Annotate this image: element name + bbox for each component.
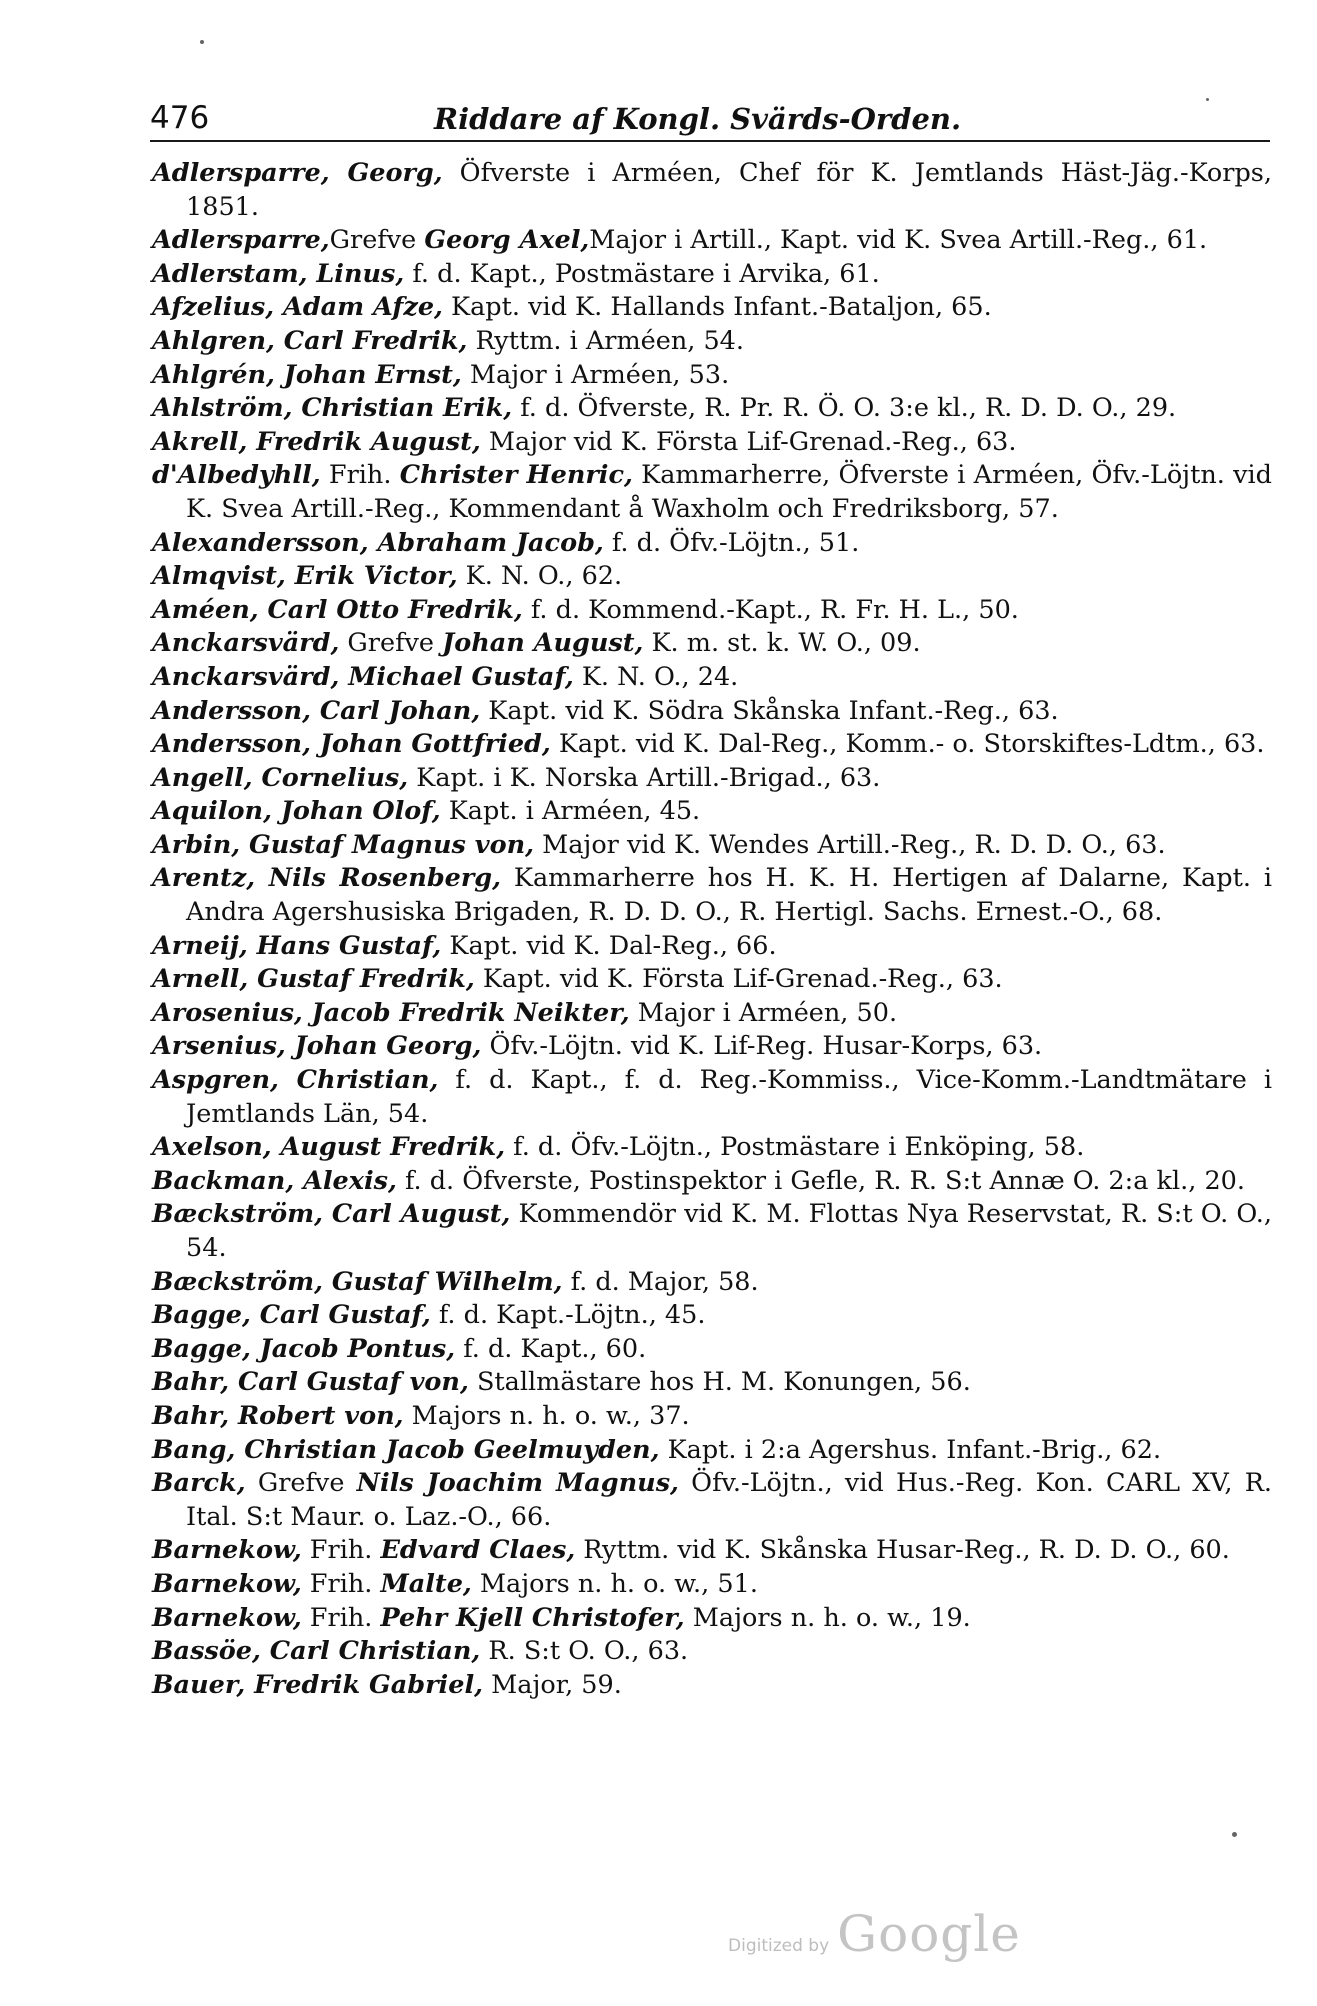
entry-description: Major i Arméen, 50. — [629, 997, 898, 1028]
entry-description: f. d. Öfv.-Löjtn., Postmästare i Enköping, 58. — [505, 1132, 1085, 1163]
entry-description: R. S:t O. O., 63. — [480, 1636, 689, 1667]
index-entry — [152, 829, 1272, 863]
index-entry — [152, 1165, 1272, 1199]
index-entry — [152, 258, 1272, 292]
entry-name: Bahr, Robert von, — [152, 1400, 404, 1431]
index-entry — [152, 157, 1272, 224]
entry-description: f. d. Major, 58. — [562, 1266, 759, 1297]
index-entry — [152, 325, 1272, 359]
index-entry — [152, 1568, 1272, 1602]
entry-name: Bagge, Carl Gustaf, — [152, 1300, 431, 1331]
entry-description: f. d. Öfverste, Postinspektor i Gefle, R. R. S:t Annæ O. 2:a kl., 20. — [396, 1165, 1246, 1196]
entry-name: Arneij, Hans Gustaf, — [152, 930, 442, 961]
index-entry — [152, 997, 1272, 1031]
entry-name: Anckarsvärd, — [152, 628, 340, 659]
entry-name: Bassöe, Carl Christian, — [152, 1636, 481, 1667]
index-entry — [152, 627, 1272, 661]
index-entry — [152, 728, 1272, 762]
entry-name: Arosenius, Jacob Fredrik Neikter, — [152, 997, 630, 1028]
index-entry — [152, 594, 1272, 628]
entry-description: K. N. O., 62. — [457, 561, 623, 592]
index-entry — [152, 1467, 1272, 1534]
entry-name: Ahlgren, Carl Fredrik, — [152, 325, 468, 356]
running-title: Riddare af Kongl. Svärds-Orden. — [434, 102, 962, 136]
entry-name: Ahlström, Christian Erik, — [152, 393, 513, 424]
index-entry — [152, 359, 1272, 393]
entry-description: Kapt. vid K. Dal-Reg., Komm.- o. Storskiftes-Ldtm., 63. — [550, 729, 1265, 760]
entry-name: Alexandersson, Abraham Jacob, — [152, 527, 604, 558]
index-entry — [152, 1266, 1272, 1300]
entry-description: f. d. Kommend.-Kapt., R. Fr. H. L., 50. — [522, 594, 1019, 625]
entry-name: Barnekow, — [152, 1568, 302, 1599]
entry-description: Major vid K. Första Lif-Grenad.-Reg., 63. — [480, 426, 1017, 457]
index-entry — [152, 661, 1272, 695]
entry-description: Stallmästare hos H. M. Konungen, 56. — [468, 1367, 971, 1398]
entry-description: Frih. — [301, 1602, 381, 1633]
entry-description: f. d. Kapt., 60. — [455, 1333, 647, 1364]
index-entry — [152, 1669, 1272, 1703]
entry-description: Kommendör vid K. M. Flottas Nya Reservstat, R. S:t O. O., 54. — [186, 1199, 1272, 1263]
entry-name: Bæckström, Carl August, — [152, 1199, 511, 1230]
entry-description: Kapt. vid K. Hallands Infant.-Bataljon, 65. — [442, 292, 992, 323]
index-entry — [152, 527, 1272, 561]
entry-name: Bagge, Jacob Pontus, — [152, 1333, 456, 1364]
index-entry — [152, 1602, 1272, 1636]
entry-description: f. d. Kapt.-Löjtn., 45. — [430, 1300, 706, 1331]
entry-name: Bahr, Carl Gustaf von, — [152, 1367, 469, 1398]
index-entry — [152, 1064, 1272, 1131]
scan-speck — [1206, 98, 1209, 101]
index-entry — [152, 1400, 1272, 1434]
entry-description: Frih. — [301, 1568, 381, 1599]
entry-description: Grefve — [245, 1468, 357, 1499]
index-entry — [152, 795, 1272, 829]
entry-description: Majors n. h. o. w., 19. — [684, 1602, 971, 1633]
entry-description: Kammarherre hos H. K. H. Hertigen af Dalarne, Kapt. i Andra Agershusiska Brigaden, R. D. D. O., R. Hertigl. Sachs. Ernest.-O., 68. — [186, 863, 1272, 928]
entry-description: Major i Artill., Kapt. vid K. Svea Artill.-Reg., 61. — [589, 225, 1208, 256]
index-entry — [152, 1198, 1272, 1265]
entry-name: Adlersparre, — [152, 225, 330, 256]
digitized-watermark — [728, 1905, 1021, 1963]
entry-name: Barnekow, — [152, 1535, 302, 1566]
entry-given-name: Georg Axel, — [424, 225, 590, 256]
entry-name: Adlersparre, Georg, — [152, 158, 443, 188]
entry-name: Ahlgrén, Johan Ernst, — [152, 359, 462, 390]
entry-given-name: Edvard Claes, — [380, 1535, 576, 1566]
entry-name: Axelson, August Fredrik, — [152, 1132, 506, 1163]
google-logo: Google — [837, 1905, 1021, 1963]
scan-speck — [200, 40, 204, 44]
entry-description: Öfverste i Arméen, Chef för K. Jemtlands Häst-Jäg.-Korps, 1851. — [186, 158, 1272, 222]
entry-name: Bauer, Fredrik Gabriel, — [152, 1669, 484, 1700]
entry-given-name: Johan August, — [442, 628, 644, 659]
entry-name: Améen, Carl Otto Fredrik, — [152, 594, 523, 625]
entry-description: Majors n. h. o. w., 37. — [403, 1400, 690, 1431]
index-entry — [152, 1131, 1272, 1165]
index-entry — [152, 1434, 1272, 1468]
entry-name: Bæckström, Gustaf Wilhelm, — [152, 1266, 563, 1297]
entry-name: Almqvist, Erik Victor, — [152, 561, 458, 592]
entry-description: Kapt. i 2:a Agershus. Infant.-Brig., 62. — [659, 1434, 1162, 1465]
index-entry — [152, 963, 1272, 997]
entry-description: Kammarherre, Öfverste i Arméen, Öfv.-Löjtn. vid K. Svea Artill.-Reg., Kommendant å Waxholm och Fredriksborg, 57. — [186, 460, 1273, 524]
entry-given-name: Nils Joachim Magnus, — [356, 1468, 679, 1499]
index-entry — [152, 392, 1272, 426]
index-entry — [152, 1333, 1272, 1367]
entry-name: Anckarsvärd, Michael Gustaf, — [152, 661, 574, 692]
entry-given-name: Christer Henric, — [399, 460, 633, 491]
index-entry — [152, 762, 1272, 796]
index-entry — [152, 930, 1272, 964]
entry-description: Frih. — [320, 460, 400, 491]
entry-description: Kapt. vid K. Dal-Reg., 66. — [441, 930, 777, 961]
page-number: 476 — [150, 100, 210, 136]
entry-description: Ryttm. vid K. Skånska Husar-Reg., R. D. D. O., 60. — [575, 1535, 1230, 1566]
entry-name: Arentz, Nils Rosenberg, — [152, 863, 502, 894]
entry-description: Grefve — [329, 225, 425, 256]
entry-description: f. d. Öfv.-Löjtn., 51. — [603, 527, 860, 558]
running-head — [150, 90, 1270, 142]
entry-name: Aquilon, Johan Olof, — [152, 796, 441, 827]
entry-name: Arnell, Gustaf Fredrik, — [152, 964, 475, 995]
entry-name: Bang, Christian Jacob Geelmuyden, — [152, 1434, 660, 1465]
entry-description: Frih. — [301, 1535, 381, 1566]
entry-name: Andersson, Johan Gottfried, — [152, 729, 551, 760]
entry-description: Kapt. vid K. Första Lif-Grenad.-Reg., 63. — [474, 964, 1003, 995]
digitized-by-text: Digitized by — [728, 1936, 830, 1956]
entry-description: Major, 59. — [483, 1669, 622, 1700]
entry-description: f. d. Kapt., Postmästare i Arvika, 61. — [404, 258, 880, 289]
entry-name: d'Albedyhll, — [152, 460, 321, 491]
entry-description: Major vid K. Wendes Artill.-Reg., R. D. D. O., 63. — [534, 829, 1166, 860]
index-entry — [152, 1299, 1272, 1333]
entry-name: Angell, Cornelius, — [152, 762, 409, 793]
index-entry — [152, 1030, 1272, 1064]
entry-description: Kapt. vid K. Södra Skånska Infant.-Reg., 63. — [480, 695, 1059, 726]
entry-description: Ryttm. i Arméen, 54. — [467, 325, 745, 356]
entry-name: Barnekow, — [152, 1602, 302, 1633]
entry-name: Barck, — [152, 1468, 246, 1499]
entry-name: Arbin, Gustaf Magnus von, — [152, 829, 534, 860]
entry-description: Öfv.-Löjtn. vid K. Lif-Reg. Husar-Korps, 63. — [481, 1031, 1043, 1062]
entry-description: Kapt. i K. Norska Artill.-Brigad., 63. — [408, 762, 881, 793]
entry-description: Major i Arméen, 53. — [461, 359, 730, 390]
index-entry — [152, 1635, 1272, 1669]
entry-description: Grefve — [339, 628, 443, 659]
index-entry — [152, 291, 1272, 325]
entry-given-name: Malte, — [380, 1568, 472, 1599]
entry-list — [152, 157, 1272, 1702]
index-entry — [152, 426, 1272, 460]
index-entry — [152, 695, 1272, 729]
index-entry — [152, 1534, 1272, 1568]
entry-given-name: Pehr Kjell Christofer, — [380, 1602, 685, 1633]
entry-description: Majors n. h. o. w., 51. — [471, 1568, 758, 1599]
entry-description: Kapt. i Arméen, 45. — [440, 796, 701, 827]
entry-name: Backman, Alexis, — [152, 1165, 397, 1196]
entry-name: Arsenius, Johan Georg, — [152, 1031, 482, 1062]
entry-name: Akrell, Fredrik August, — [152, 426, 481, 457]
scan-speck — [1232, 1832, 1237, 1837]
entry-name: Adlerstam, Linus, — [152, 258, 405, 289]
index-entry — [152, 459, 1272, 526]
entry-name: Afzelius, Adam Afze, — [152, 292, 443, 323]
index-entry — [152, 224, 1272, 258]
index-entry — [152, 560, 1272, 594]
entry-description: f. d. Öfverste, R. Pr. R. Ö. O. 3:e kl., R. D. D. O., 29. — [512, 393, 1177, 424]
entry-description: K. N. O., 24. — [573, 661, 739, 692]
entry-name: Aspgren, Christian, — [152, 1065, 439, 1096]
entry-description: f. d. Kapt., f. d. Reg.-Kommiss., Vice-Komm.-Landtmätare i Jemtlands Län, 54. — [186, 1065, 1272, 1129]
index-entry — [152, 1366, 1272, 1400]
index-entry — [152, 862, 1272, 929]
entry-description: K. m. st. k. W. O., 09. — [643, 628, 921, 659]
entry-name: Andersson, Carl Johan, — [152, 695, 481, 726]
entry-description: Öfv.-Löjtn., vid Hus.-Reg. Kon. CARL XV, R. Ital. S:t Maur. o. Laz.-O., 66. — [186, 1468, 1272, 1532]
